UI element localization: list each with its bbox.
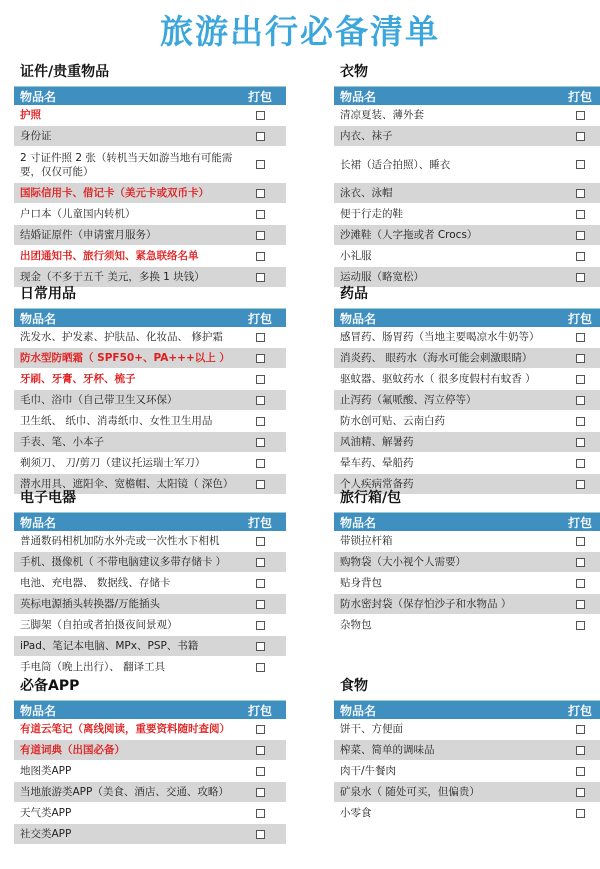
list-item (14, 594, 286, 615)
section-right-0 (334, 62, 600, 288)
section-right-1 (334, 284, 600, 495)
pack-checkbox[interactable] (576, 621, 585, 630)
header-item-name: 物品名 (340, 515, 377, 530)
pack-cell (240, 788, 280, 797)
pack-checkbox[interactable] (576, 354, 585, 363)
item-label: 饼干、方便面 (340, 723, 403, 735)
item-label: 现金（不多于五千 美元，多换 1 块钱） (20, 271, 205, 283)
pack-cell (560, 417, 600, 426)
pack-cell (240, 231, 280, 240)
item-label: 剃须刀、 刀/剪刀（建议托运瑞士军刀） (20, 457, 206, 469)
list-item (334, 105, 600, 126)
header-pack: 打包 (567, 311, 592, 326)
item-label: 牙刷、牙膏、牙杯、梳子 (20, 373, 136, 385)
pack-checkbox[interactable] (256, 830, 265, 839)
list-item (14, 615, 286, 636)
section-title: 旅行箱/包 (340, 490, 402, 506)
list-item (334, 432, 600, 453)
section-title: 食物 (340, 678, 368, 694)
pack-checkbox[interactable] (576, 417, 585, 426)
list-item (14, 327, 286, 348)
list-item (14, 183, 286, 204)
item-label: 手表、笔、小本子 (20, 436, 104, 448)
pack-cell (240, 537, 280, 546)
pack-cell (560, 132, 600, 141)
pack-checkbox[interactable] (256, 273, 265, 282)
section-left-1 (14, 284, 286, 495)
item-label: 普通数码相机加防水外壳或一次性水下相机 (20, 535, 220, 547)
pack-cell (560, 767, 600, 776)
pack-checkbox[interactable] (256, 333, 265, 342)
list-item (334, 594, 600, 615)
item-label: 泳衣、泳帽 (340, 187, 393, 199)
pack-cell (240, 111, 280, 120)
pack-cell (240, 438, 280, 447)
pack-checkbox[interactable] (256, 579, 265, 588)
item-label: 小零食 (340, 807, 372, 819)
item-label: 有道云笔记（离线阅读，重要资料随时查阅） (20, 723, 230, 735)
pack-checkbox[interactable] (576, 767, 585, 776)
pack-checkbox[interactable] (256, 746, 265, 755)
table-header (334, 87, 600, 105)
pack-checkbox[interactable] (256, 621, 265, 630)
list-item (14, 390, 286, 411)
item-label: 小礼服 (340, 250, 372, 262)
list-item (334, 411, 600, 432)
list-item (334, 246, 600, 267)
section-left-0 (14, 62, 286, 288)
pack-checkbox[interactable] (576, 210, 585, 219)
pack-cell (240, 809, 280, 818)
item-label: 驱蚊器、驱蚊药水（ 很多度假村有蚊香 ） (340, 373, 536, 385)
item-label: 防水密封袋（保存怕沙子和水物品 ） (340, 598, 512, 610)
pack-checkbox[interactable] (256, 132, 265, 141)
pack-checkbox[interactable] (256, 642, 265, 651)
pack-cell (560, 438, 600, 447)
pack-cell (240, 767, 280, 776)
item-label: 晕车药、晕船药 (340, 457, 414, 469)
item-label: 英标电源插头转换器/万能插头 (20, 598, 161, 610)
item-label: 电池、充电器、 数据线、存储卡 (20, 577, 171, 589)
pack-cell (560, 579, 600, 588)
item-label: 内衣、袜子 (340, 130, 393, 142)
list-item (334, 327, 600, 348)
pack-checkbox[interactable] (576, 537, 585, 546)
header-item-name: 物品名 (20, 89, 57, 104)
section-title: 日常用品 (20, 286, 76, 302)
item-label: iPad、笔记本电脑、MPx、PSP、书籍 (20, 640, 199, 652)
list-item (334, 390, 600, 411)
pack-cell (240, 273, 280, 282)
list-item (334, 147, 600, 183)
pack-checkbox[interactable] (576, 111, 585, 120)
list-item (14, 105, 286, 126)
pack-cell (240, 579, 280, 588)
list-item (334, 348, 600, 369)
list-item (14, 552, 286, 573)
list-item (334, 552, 600, 573)
pack-checkbox[interactable] (576, 252, 585, 261)
pack-cell (560, 231, 600, 240)
item-label: 榨菜、简单的调味品 (340, 744, 435, 756)
item-label: 清凉夏装、薄外套 (340, 109, 424, 121)
item-label: 手电筒（晚上出行）、 翻译工具 (20, 661, 166, 673)
pack-checkbox[interactable] (576, 132, 585, 141)
item-label: 防水创可贴、云南白药 (340, 415, 445, 427)
checklist-table (334, 308, 600, 495)
header-pack: 打包 (247, 89, 272, 104)
pack-checkbox[interactable] (576, 788, 585, 797)
list-item (14, 369, 286, 390)
pack-checkbox[interactable] (256, 396, 265, 405)
item-label: 长裙（适合拍照）、睡衣 (340, 158, 451, 171)
item-label: 卫生纸、 纸巾、消毒纸巾、女性卫生用品 (20, 415, 213, 427)
pack-cell (560, 189, 600, 198)
pack-cell (560, 746, 600, 755)
list-item (14, 147, 286, 183)
item-label: 消炎药、 眼药水（海水可能会刺激眼睛） (340, 352, 533, 364)
list-item (14, 126, 286, 147)
pack-checkbox[interactable] (256, 354, 265, 363)
section-title: 药品 (340, 286, 368, 302)
pack-checkbox[interactable] (256, 189, 265, 198)
list-item (14, 246, 286, 267)
list-item (14, 782, 286, 803)
header-pack: 打包 (567, 89, 592, 104)
pack-checkbox[interactable] (256, 663, 265, 672)
item-label: 护照 (20, 109, 41, 121)
header-item-name: 物品名 (340, 89, 377, 104)
pack-cell (560, 210, 600, 219)
list-item (14, 824, 286, 845)
header-item-name: 物品名 (340, 311, 377, 326)
pack-cell (240, 396, 280, 405)
item-label: 运动服（略宽松） (340, 271, 424, 283)
table-header (334, 701, 600, 719)
list-item (14, 761, 286, 782)
item-label: 2 寸证件照 2 张（转机当天如游当地有可能需要，仅仅可能） (20, 151, 233, 178)
section-right-2 (334, 488, 600, 636)
list-item (334, 453, 600, 474)
table-header (14, 87, 286, 105)
item-label: 社交类APP (20, 828, 72, 840)
item-label: 出团通知书、旅行须知、紧急联络名单 (20, 250, 199, 262)
pack-cell (560, 459, 600, 468)
list-item (14, 432, 286, 453)
item-label: 结婚证原件（申请蜜月服务） (20, 229, 157, 241)
pack-checkbox[interactable] (576, 809, 585, 818)
pack-checkbox[interactable] (256, 725, 265, 734)
pack-cell (560, 600, 600, 609)
item-label: 带锁拉杆箱 (340, 535, 393, 547)
pack-cell (560, 809, 600, 818)
list-item (334, 183, 600, 204)
pack-checkbox[interactable] (576, 375, 585, 384)
pack-cell (240, 746, 280, 755)
header-item-name: 物品名 (20, 515, 57, 530)
header-item-name: 物品名 (20, 311, 57, 326)
item-label: 当地旅游类APP（美食、酒店、交通、攻略） (20, 786, 229, 798)
table-header (14, 513, 286, 531)
list-item (14, 411, 286, 432)
pack-checkbox[interactable] (256, 438, 265, 447)
table-header (14, 701, 286, 719)
list-item (334, 369, 600, 390)
header-pack: 打包 (247, 311, 272, 326)
pack-checkbox[interactable] (576, 160, 585, 169)
list-item (14, 225, 286, 246)
pack-cell (240, 830, 280, 839)
pack-checkbox[interactable] (576, 579, 585, 588)
pack-checkbox[interactable] (576, 459, 585, 468)
pack-cell (560, 396, 600, 405)
list-item (334, 573, 600, 594)
list-item (14, 740, 286, 761)
pack-cell (240, 663, 280, 672)
pack-checkbox[interactable] (576, 558, 585, 567)
list-item (14, 636, 286, 657)
pack-checkbox[interactable] (256, 537, 265, 546)
header-pack: 打包 (247, 515, 272, 530)
item-label: 矿泉水（ 随处可买，但偏贵） (340, 786, 480, 798)
pack-cell (240, 189, 280, 198)
section-left-2 (14, 488, 286, 678)
item-label: 购物袋（大小视个人需要） (340, 556, 466, 568)
page-title: 旅游出行必备清单 (160, 12, 440, 51)
list-item (14, 803, 286, 824)
item-label: 肉干/牛餐肉 (340, 765, 397, 777)
pack-cell (240, 600, 280, 609)
list-item (334, 761, 600, 782)
pack-cell (240, 417, 280, 426)
section-title: 衣物 (340, 64, 368, 80)
pack-cell (560, 273, 600, 282)
pack-cell (240, 354, 280, 363)
table-header (14, 309, 286, 327)
pack-checkbox[interactable] (256, 809, 265, 818)
header-item-name: 物品名 (340, 703, 377, 718)
checklist-table (14, 86, 286, 288)
item-label: 国际信用卡、借记卡（美元卡或双币卡） (20, 187, 209, 199)
list-item (14, 657, 286, 678)
section-left-3 (14, 676, 286, 845)
list-item (334, 782, 600, 803)
item-label: 便于行走的鞋 (340, 208, 403, 220)
header-pack: 打包 (567, 515, 592, 530)
pack-cell (240, 725, 280, 734)
pack-cell (560, 252, 600, 261)
item-label: 户口本（儿童国内转机） (20, 208, 136, 220)
item-label: 身份证 (20, 130, 52, 142)
pack-checkbox[interactable] (256, 111, 265, 120)
pack-cell (560, 111, 600, 120)
checklist-table (14, 700, 286, 845)
pack-cell (560, 621, 600, 630)
pack-checkbox[interactable] (256, 231, 265, 240)
item-label: 风油精、解暑药 (340, 436, 414, 448)
pack-checkbox[interactable] (256, 375, 265, 384)
pack-cell (240, 642, 280, 651)
item-label: 贴身背包 (340, 577, 382, 589)
pack-checkbox[interactable] (576, 333, 585, 342)
item-label: 潜水用具、遮阳伞、宽檐帽、太阳镜（ 深色） (20, 478, 234, 490)
section-right-3 (334, 676, 600, 824)
pack-cell (560, 333, 600, 342)
pack-cell (560, 725, 600, 734)
list-item (14, 573, 286, 594)
pack-cell (240, 333, 280, 342)
list-item (334, 803, 600, 824)
list-item (334, 740, 600, 761)
pack-checkbox[interactable] (256, 459, 265, 468)
header-pack: 打包 (567, 703, 592, 718)
table-header (334, 513, 600, 531)
item-label: 毛巾、浴巾（自己带卫生又环保） (20, 394, 178, 406)
checklist-table (334, 700, 600, 824)
list-item (14, 719, 286, 740)
item-label: 杂物包 (340, 619, 372, 631)
pack-cell (240, 459, 280, 468)
section-title: 必备APP (20, 678, 80, 694)
item-label: 感冒药、肠胃药（当地主要喝凉水牛奶等） (340, 331, 540, 343)
list-item (14, 453, 286, 474)
list-item (14, 531, 286, 552)
item-label: 防水型防晒霜（ SPF50+、PA+++以上 ） (20, 352, 230, 364)
item-label: 手机、摄像机（ 不带电脑建议多带存储卡 ） (20, 556, 227, 568)
pack-checkbox[interactable] (256, 252, 265, 261)
item-label: 沙滩鞋（人字拖或者 Crocs） (340, 229, 478, 241)
checklist-table (334, 512, 600, 636)
section-title: 证件/贵重物品 (20, 64, 110, 80)
pack-checkbox[interactable] (576, 600, 585, 609)
pack-checkbox[interactable] (576, 189, 585, 198)
pack-checkbox[interactable] (256, 788, 265, 797)
pack-checkbox[interactable] (256, 210, 265, 219)
pack-checkbox[interactable] (576, 746, 585, 755)
pack-cell (560, 160, 600, 169)
list-item (14, 204, 286, 225)
pack-checkbox[interactable] (576, 273, 585, 282)
pack-checkbox[interactable] (256, 160, 265, 169)
pack-cell (240, 132, 280, 141)
pack-cell (240, 160, 280, 169)
item-label: 地图类APP (20, 765, 72, 777)
list-item (334, 531, 600, 552)
pack-cell (240, 252, 280, 261)
pack-checkbox[interactable] (576, 438, 585, 447)
pack-checkbox[interactable] (256, 767, 265, 776)
pack-checkbox[interactable] (576, 396, 585, 405)
list-item (334, 126, 600, 147)
item-label: 洗发水、护发素、护肤品、化妆品、 修护霜 (20, 331, 223, 343)
table-header (334, 309, 600, 327)
list-item (334, 719, 600, 740)
checklist-table (14, 512, 286, 678)
checklist-table (334, 86, 600, 288)
pack-cell (560, 558, 600, 567)
pack-checkbox[interactable] (256, 600, 265, 609)
pack-checkbox[interactable] (256, 558, 265, 567)
pack-cell (560, 354, 600, 363)
header-item-name: 物品名 (20, 703, 57, 718)
pack-cell (240, 210, 280, 219)
pack-cell (560, 537, 600, 546)
item-label: 止泻药（氟哌酸、泻立停等） (340, 394, 477, 406)
pack-checkbox[interactable] (576, 231, 585, 240)
item-label: 有道词典（出国必备） (20, 744, 125, 756)
checklist-table (14, 308, 286, 495)
pack-cell (560, 375, 600, 384)
list-item (334, 225, 600, 246)
pack-cell (240, 621, 280, 630)
pack-cell (240, 558, 280, 567)
list-item (334, 204, 600, 225)
header-pack: 打包 (247, 703, 272, 718)
item-label: 天气类APP (20, 807, 72, 819)
list-item (334, 615, 600, 636)
section-title: 电子电器 (20, 490, 76, 506)
item-label: 个人疾病常备药 (340, 478, 414, 490)
list-item (14, 348, 286, 369)
pack-cell (560, 788, 600, 797)
pack-checkbox[interactable] (576, 725, 585, 734)
pack-cell (240, 375, 280, 384)
item-label: 三脚架（自拍或者拍摄夜间景观） (20, 619, 178, 631)
pack-checkbox[interactable] (256, 417, 265, 426)
